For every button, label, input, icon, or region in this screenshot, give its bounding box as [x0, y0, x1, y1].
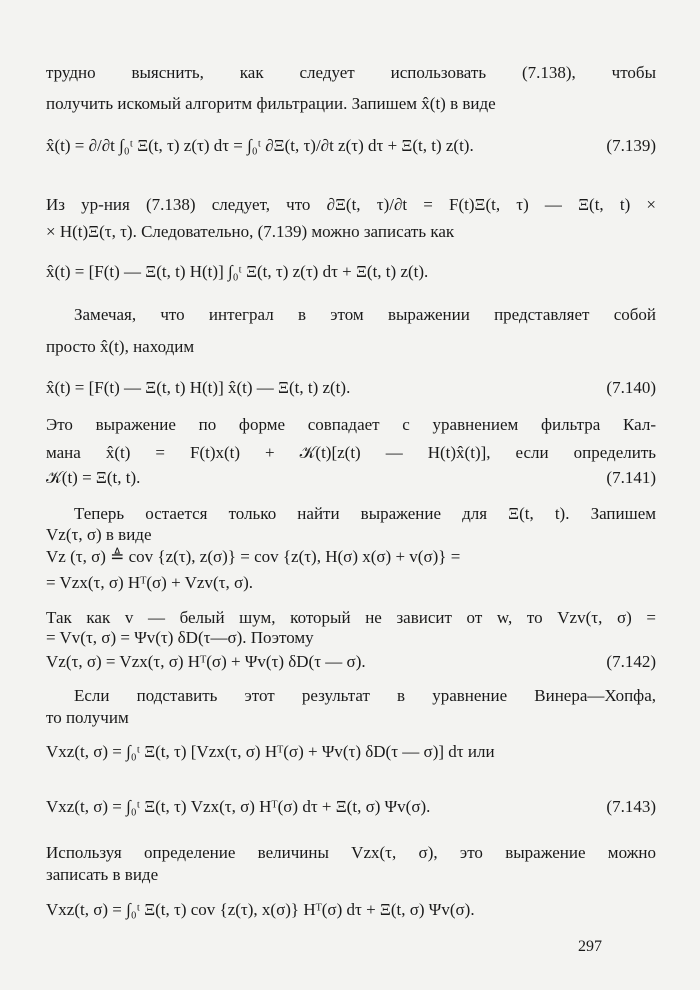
equation-body: Vxz(t, σ) = ∫₀ᵗ Ξ(t, τ) [Vzx(τ, σ) Hᵀ(σ) + Ψv(τ) δD(τ — σ)] dτ или — [46, 742, 495, 761]
equation-7-139 — [46, 136, 656, 158]
equation-body: x̂(t) = ∂/∂t ∫₀ᵗ Ξ(t, τ) z(τ) dτ = ∫₀ᵗ ∂Ξ(t, τ)/∂t z(τ) dτ + Ξ(t, t) z(t). — [46, 136, 474, 155]
equation-body: Vxz(t, σ) = ∫₀ᵗ Ξ(t, τ) cov {z(τ), x(σ)} Hᵀ(σ) dτ + Ξ(t, σ) Ψv(σ). — [46, 900, 475, 919]
equation-body: x̂(t) = [F(t) — Ξ(t, t) H(t)] x̂(t) — Ξ(t, t) z(t). — [46, 378, 351, 397]
text-line: то получим — [46, 708, 129, 727]
equation-body: x̂(t) = [F(t) — Ξ(t, t) H(t)] ∫₀ᵗ Ξ(t, τ) z(τ) dτ + Ξ(t, t) z(t). — [46, 262, 429, 281]
text-line: Используя определение величины Vzx(τ, σ), это выражение можно — [46, 843, 656, 862]
equation-7-140 — [46, 378, 656, 400]
text-line: просто x̂(t), находим — [46, 337, 195, 356]
equation-body: 𝒦(t) = Ξ(t, t). — [46, 468, 141, 487]
equation-7-141 — [46, 468, 656, 490]
text-line: записать в виде — [46, 865, 159, 884]
equation-unnumbered — [46, 742, 656, 764]
text-line: Теперь остается только найти выражение для Ξ(t, t). Запишем — [74, 504, 656, 523]
equation-unnumbered — [46, 262, 656, 284]
text-line: Если подставить этот результат в уравнение Винера—Хопфа, — [74, 686, 656, 705]
equation-number: (7.142) — [606, 652, 656, 671]
text-line: мана x̂(t) = F(t)x(t) + 𝒦(t)[z(t) — H(t)x̂(t)], если определить — [46, 443, 656, 462]
text-line: Vz(τ, σ) в виде — [46, 525, 152, 544]
equation-number: (7.140) — [606, 378, 656, 397]
text-line: Замечая, что интеграл в этом выражении представляет собой — [74, 305, 656, 324]
text-line: Так как v — белый шум, который не зависит от w, то Vzv(τ, σ) = — [46, 608, 656, 627]
equation-body: Vxz(t, σ) = ∫₀ᵗ Ξ(t, τ) Vzx(τ, σ) Hᵀ(σ) dτ + Ξ(t, σ) Ψv(σ). — [46, 797, 431, 816]
text-line: Это выражение по форме совпадает с уравнением фильтра Кал- — [46, 415, 656, 434]
equation-7-142 — [46, 652, 656, 674]
equation-number: (7.143) — [606, 797, 656, 816]
equation-unnumbered — [46, 900, 656, 922]
page-number: 297 — [578, 938, 602, 955]
text-line: = Vv(τ, σ) = Ψv(τ) δD(τ—σ). Поэтому — [46, 628, 314, 647]
equation-body: Vz(τ, σ) = Vzx(τ, σ) Hᵀ(σ) + Ψv(τ) δD(τ — σ). — [46, 652, 366, 671]
equation-7-143 — [46, 797, 656, 819]
text-line: трудно выяснить, как следует использовать (7.138), чтобы — [46, 63, 656, 82]
text-line: = Vzx(τ, σ) Hᵀ(σ) + Vzv(τ, σ). — [46, 573, 254, 592]
text-line: получить искомый алгоритм фильтрации. Запишем x̂(t) в виде — [46, 94, 496, 113]
equation-number: (7.141) — [606, 468, 656, 487]
text-line: × H(t)Ξ(τ, τ). Следовательно, (7.139) можно записать как — [46, 222, 455, 241]
text-line: Vz (τ, σ) ≜ cov {z(τ), z(σ)} = cov {z(τ), H(σ) x(σ) + v(σ)} = — [46, 547, 461, 566]
equation-number: (7.139) — [606, 136, 656, 155]
text-line: Из ур-ния (7.138) следует, что ∂Ξ(t, τ)/∂t = F(t)Ξ(t, τ) — Ξ(t, t) × — [46, 195, 656, 214]
